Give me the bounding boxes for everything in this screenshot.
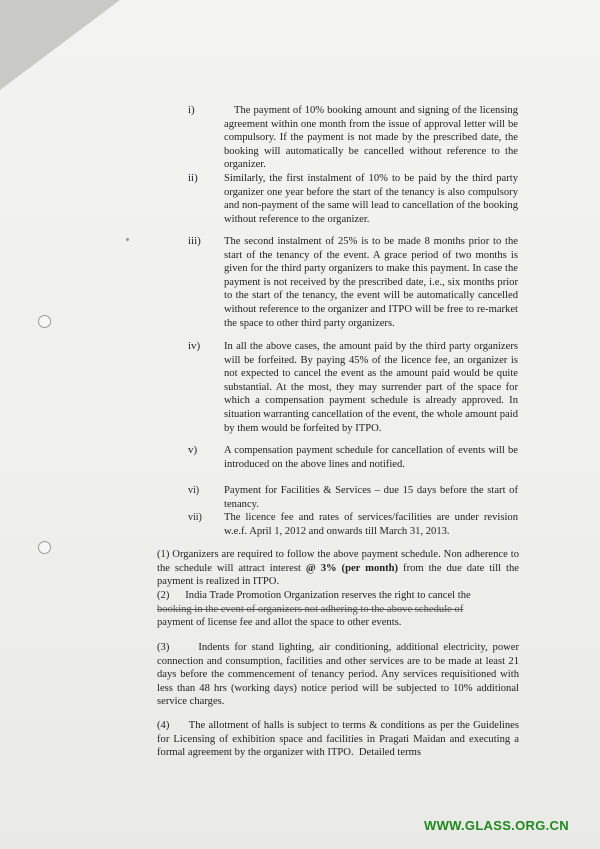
item-text: Payment for Facilities & Services – due 15 days before the start of tenancy. (224, 485, 518, 510)
item-text: The payment of 10% booking amount and signing of the licensing agreement within one month from the issue of approval letter will be compulsory. If the payment is not made by the prescribed date, the booking will automatically be cancelled without reference to the organizer. (224, 105, 518, 171)
paragraph-2 (157, 589, 519, 630)
punch-hole-bottom (38, 541, 51, 554)
paragraph-1-text: (1) Organizers are required to follow the above payment schedule. Non adherence to the schedule will attract interest (157, 549, 519, 574)
item-text: In all the above cases, the amount paid by the third party organizers will be forfeited. By paying 45% of the licence fee, an organizer is not expected to cancel the event as the amount paid would be quite substantial. At the most, they may surrender part of the space for which a compensation payment schedule is already approved. In situation warranting cancellation of the event, the whole amount paid by them would be forfeited by ITPO. (224, 341, 518, 434)
scan-speck (126, 238, 129, 241)
item-number: vii) (188, 512, 202, 523)
item-text: The second instalment of 25% is to be made 8 months prior to the start of the tenancy of the event. A grace period of two months is given for the third party organizers to make this payment. In case the payment is not received by the prescribed date, i.e., six months prior to the start of the tenancy, the event will be automatically cancelled without reference to the organizer and ITPO will be free to re-market the space to other third party organizers. (224, 236, 518, 329)
paragraph-3: (3) Indents for stand lighting, air conditioning, additional electricity, power connection and consumption, facilities and other services are to be made at least 21 days before the commencement of tenancy period. Any services requisitioned with less than 48 hrs (working days) notice period will be subjected to 10% additional service charges. (157, 642, 522, 708)
item-number: vi) (188, 485, 200, 496)
paragraph-1 (157, 548, 519, 589)
item-text: The licence fee and rates of services/facilities are under revision w.e.f. April 1, 2012 and onwards till March 31, 2013. (224, 512, 518, 537)
paragraph-2-tail: payment of license fee and allot the space to other events. (157, 617, 402, 629)
item-number: ii) (188, 172, 198, 184)
paragraph-2-struck: booking in the event of organizers not adhering to the above schedule of (157, 603, 464, 615)
item-number: v) (188, 444, 198, 456)
item-number: iii) (188, 235, 201, 247)
paragraph-2-lead: (2) India Trade Promotion Organization reserves the right to cancel the (157, 590, 471, 601)
paragraph-4: (4) The allotment of halls is subject to terms & conditions as per the Guidelines for Licensing of exhibition space and facilities in Pragati Maidan and executing a formal agreement by the organizer with ITPO. Detailed terms (157, 720, 522, 759)
interest-rate: @ 3% (per month) (305, 562, 399, 574)
item-text: Similarly, the first instalment of 10% to be paid by the third party organizer one year before the start of the tenancy is also compulsory and non-payment of the same will lead to cancellation of the booking without reference to the organizer. (224, 173, 518, 225)
watermark-text: WWW.GLASS.ORG.CN (424, 818, 569, 833)
paragraph-1-tail: from the due date till the payment is realized in ITPO. (157, 562, 519, 588)
item-text: A compensation payment schedule for cancellation of events will be introduced on the above lines and notified. (224, 445, 518, 470)
punch-hole-top (38, 315, 51, 328)
folded-corner (0, 0, 120, 90)
item-number: iv) (188, 340, 201, 352)
item-number: i) (188, 104, 195, 116)
